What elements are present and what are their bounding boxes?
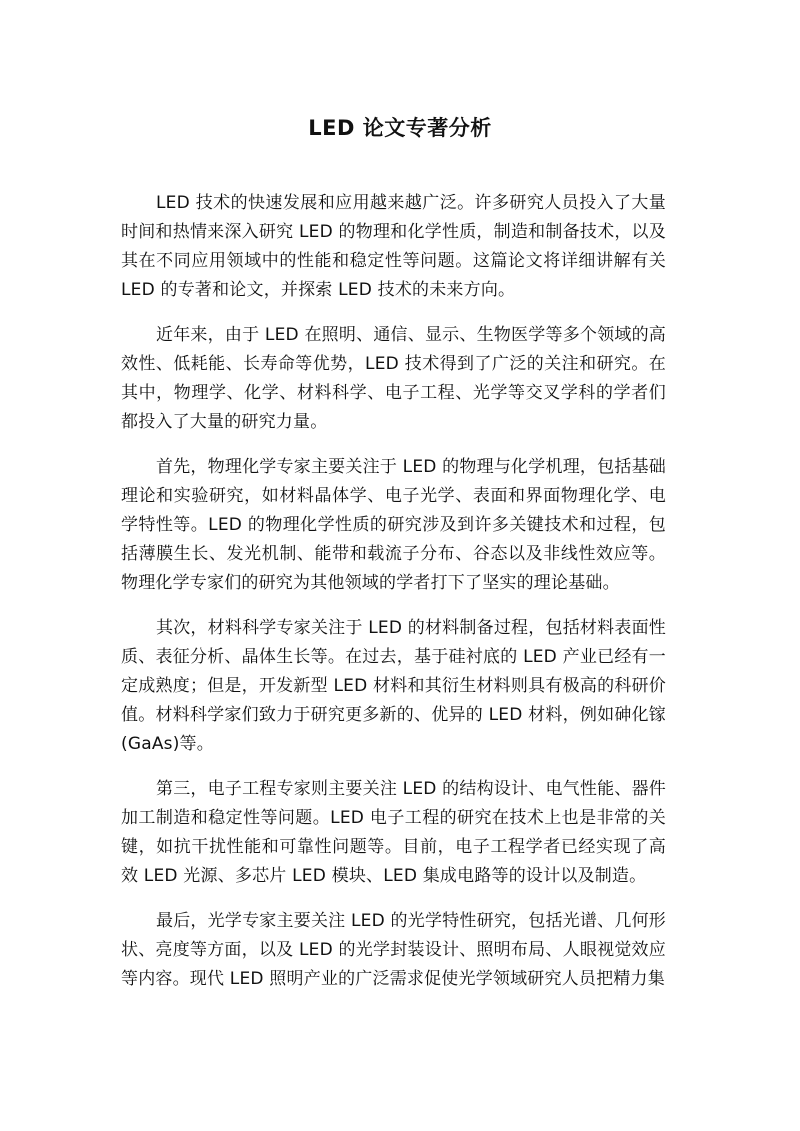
paragraph-optics: 最后，光学专家主要关注 LED 的光学特性研究，包括光谱、几何形状、亮度等方面，以及 LED 的光学封装设计、照明布局、人眼视觉效应等内容。现代 LED 照明产业的广泛需求促使光学领域研究人员把精力集 [121, 911, 666, 989]
paragraph-background: 近年来，由于 LED 在照明、通信、显示、生物医学等多个领域的高效性、低耗能、长寿命等优势，LED 技术得到了广泛的关注和研究。在其中，物理学、化学、材料科学、电子工程、光学等交叉学科的学者们都投入了大量的研究力量。 [121, 325, 666, 432]
document-body [121, 189, 666, 1010]
paragraph-intro: LED 技术的快速发展和应用越来越广泛。许多研究人员投入了大量时间和热情来深入研究 LED 的物理和化学性质，制造和制备技术，以及其在不同应用领域中的性能和稳定性等问题。这篇论文将详细讲解有关 LED 的专著和论文，并探索 LED 技术的未来方向。 [121, 193, 666, 300]
paragraph-electronic-engineering: 第三，电子工程专家则主要关注 LED 的结构设计、电气性能、器件加工制造和稳定性等问题。LED 电子工程的研究在技术上也是非常的关键，如抗干扰性能和可靠性问题等。目前，电子工程学者已经实现了高效 LED 光源、多芯片 LED 模块、LED 集成电路等的设计以及制造。 [121, 779, 666, 886]
document-title: LED 论文专著分析 [308, 116, 492, 140]
paragraph-materials-science: 其次，材料科学专家关注于 LED 的材料制备过程，包括材料表面性质、表征分析、晶体生长等。在过去，基于硅衬底的 LED 产业已经有一定成熟度；但是，开发新型 LED 材料和其衍生材料则具有极高的科研价值。材料科学家们致力于研究更多新的、优异的 LED 材料，例如砷化镓(GaAs)等。 [121, 618, 666, 754]
paragraph-physical-chemistry: 首先，物理化学专家主要关注于 LED 的物理与化学机理，包括基础理论和实验研究，如材料晶体学、电子光学、表面和界面物理化学、电学特性等。LED 的物理化学性质的研究涉及到许多关键技术和过程，包括薄膜生长、发光机制、能带和载流子分布、谷态以及非线性效应等。物理化学专家们的研究为其他领域的学者打下了坚实的理论基础。 [121, 457, 666, 593]
